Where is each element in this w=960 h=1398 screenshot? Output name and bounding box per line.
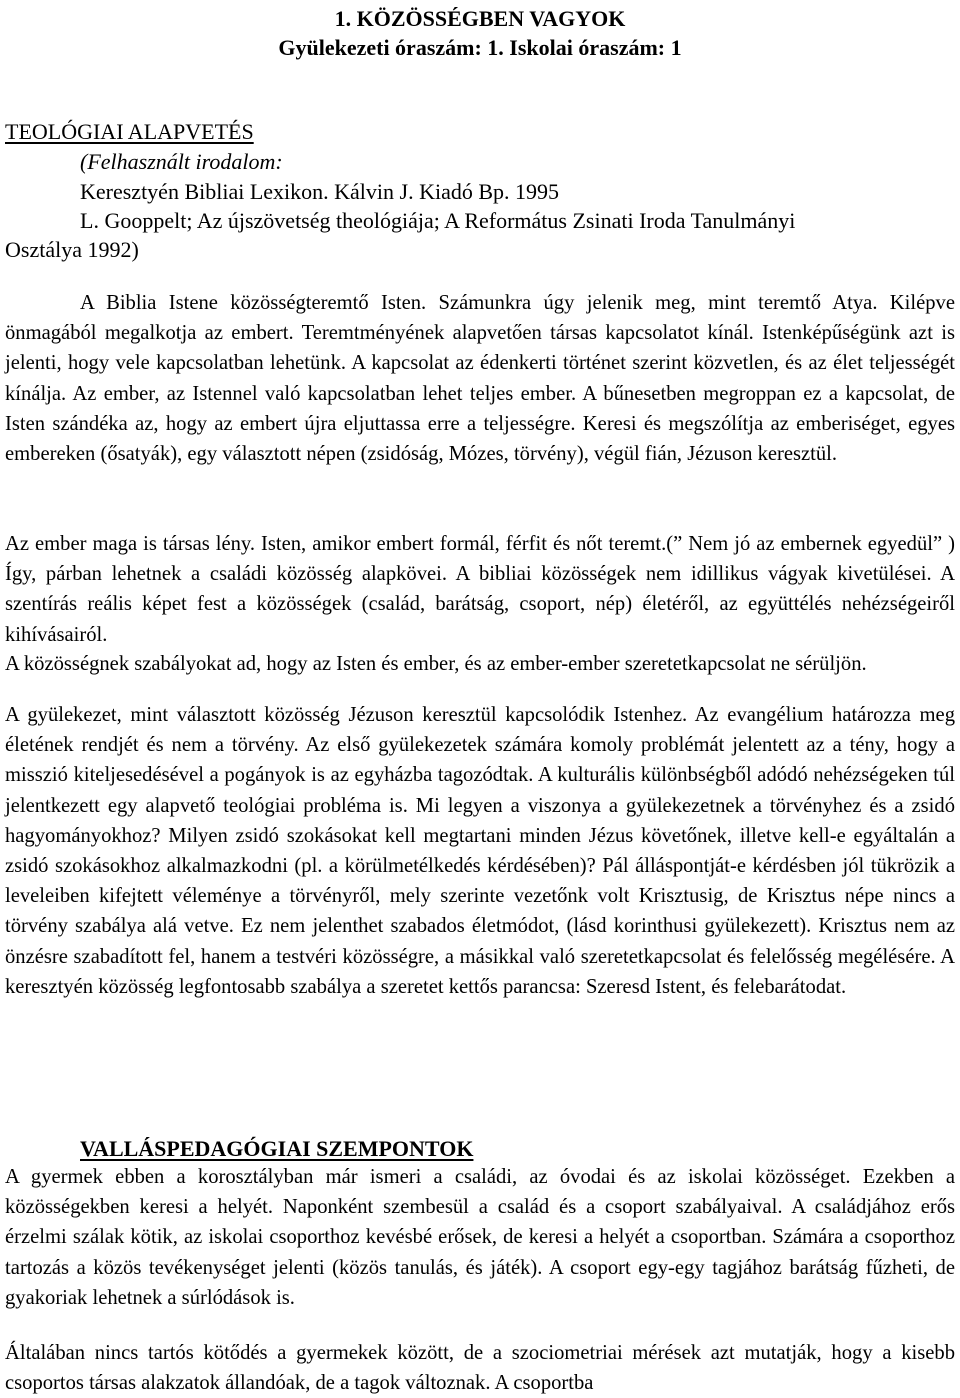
- literature-intro: (Felhasznált irodalom:: [80, 149, 283, 174]
- lesson-hours: Gyülekezeti óraszám: 1. Iskolai óraszám: 1: [278, 35, 682, 60]
- pedagogy-paragraph: Általában nincs tartós kötődés a gyermekek között, de a szociometriai mérések azt mutatják, hogy a kisebb csoportos társas alakzatok állandóak, de a tagok változnak. A csoportba: [5, 1342, 955, 1395]
- theology-paragraph: Az ember maga is társas lény. Isten, amikor embert formál, férfit és nőt teremt.(” Nem jó az embernek egyedül” ) Így, párban lehetnek a családi közösség alapkövei. A bibliai közösségek nem idillikus vágyak kivetülései. A szentírás reális képet fest a közösségek (család, barátság, csoport, nép) életéről, az együttélés nehézségeiről kihívásairól.: [5, 533, 955, 646]
- literature-reference-2-end: Osztálya 1992): [5, 237, 139, 262]
- theology-paragraph: A gyülekezet, mint választott közösség Jézuson keresztül kapcsolódik Istenhez. Az evangélium határozza meg életének rendjét és nem a törvény. Az első gyülekezetek számára komoly problémát jelentett az a tény, hogy a misszió kiteljesedésével a pogányok is az egyházba tagozódtak. A kulturális különbségből adódó nehézségeken túl jelentkezett egy alapvető teológiai probléma is. Mi legyen a viszonya a gyülekezetnek a törvényhez és a zsidó hagyományokhoz? Milyen zsidó szokásokat kell megtartani minden Jézus követőnek, illetve kell-e egyáltalán a zsidó szokásokhoz alkalmazkodni (pl. a körülmetélkedés kérdésében)? Pál álláspontját-e kérdésben jól tükrözik a leveleiben kifejtett véleménye a törvényről, mely szerinte vezetőnk volt Krisztusig, de Krisztus népe nincs a törvény szabálya alá vetve. Ez nem jelenthet szabados életmódot, (lásd korinthusi gyülekezett). Krisztus nem az önzésre szabadított fel, hanem a testvéri közösségre, a másikkal való szeretetkapcsolat és felelősség megélésére. A keresztyén közösség legfontosabb szabálya a szeretet kettős parancsa: Szeresd Istent, és felebarátodat.: [5, 704, 955, 998]
- theology-paragraph: A Biblia Istene közösségteremtő Isten. Számunkra úgy jelenik meg, mint teremtő Atya. Kilépve önmagából megalkotja az embert. Teremtményének alapvetően társas kapcsolatot kínál. Istenképűségünk azt is jelenti, hogy vele kapcsolatban lehetünk. A kapcsolat az édenkerti történet szerint közvetlen, és az élet teljességét kínálja. Az ember, az Istennel való kapcsolatban lehet teljes ember. A bűnesetben megroppan ez a kapcsolat, de Isten szándéka az, hogy az embert újra eljuttassa erre a teljességre. Keresi és megszólítja az emberiséget, egyes embereken (ősatyák), egy választott népen (zsidóság, Mózes, törvény), végül fián, Jézuson keresztül.: [5, 292, 955, 466]
- theology-heading: TEOLÓGIAI ALAPVETÉS: [5, 119, 254, 144]
- pedagogy-paragraph: A gyermek ebben a korosztályban már ismeri a családi, az óvodai és az iskolai közösséget. Ezekben a közösségekben keresi a helyét. Naponként szembesül a család és a csoport szabályaival. A családjához erős érzelmi szálak kötik, az iskolai csoporthoz kevésbé erősek, de keresi a helyét a csoportban. Számára a csoporthoz tartozás a közös tevékenységet jelenti (közös tanulás, és játék). A csoport egy-egy tagjához barátság fűzheti, de gyakoriak lehetnek a súrlódások is.: [5, 1166, 955, 1309]
- pedagogy-heading: VALLÁSPEDAGÓGIAI SZEMPONTOK: [80, 1136, 474, 1161]
- chapter-title: 1. KÖZÖSSÉGBEN VAGYOK: [334, 6, 626, 31]
- theology-paragraph: A közösségnek szabályokat ad, hogy az Isten és ember, és az ember-ember szeretetkapcsolat ne sérüljön.: [5, 653, 867, 675]
- literature-reference-2: L. Gooppelt; Az újszövetség theológiája; A Református Zsinati Iroda Tanulmányi: [80, 208, 796, 233]
- literature-reference-1: Keresztyén Bibliai Lexikon. Kálvin J. Kiadó Bp. 1995: [80, 179, 560, 204]
